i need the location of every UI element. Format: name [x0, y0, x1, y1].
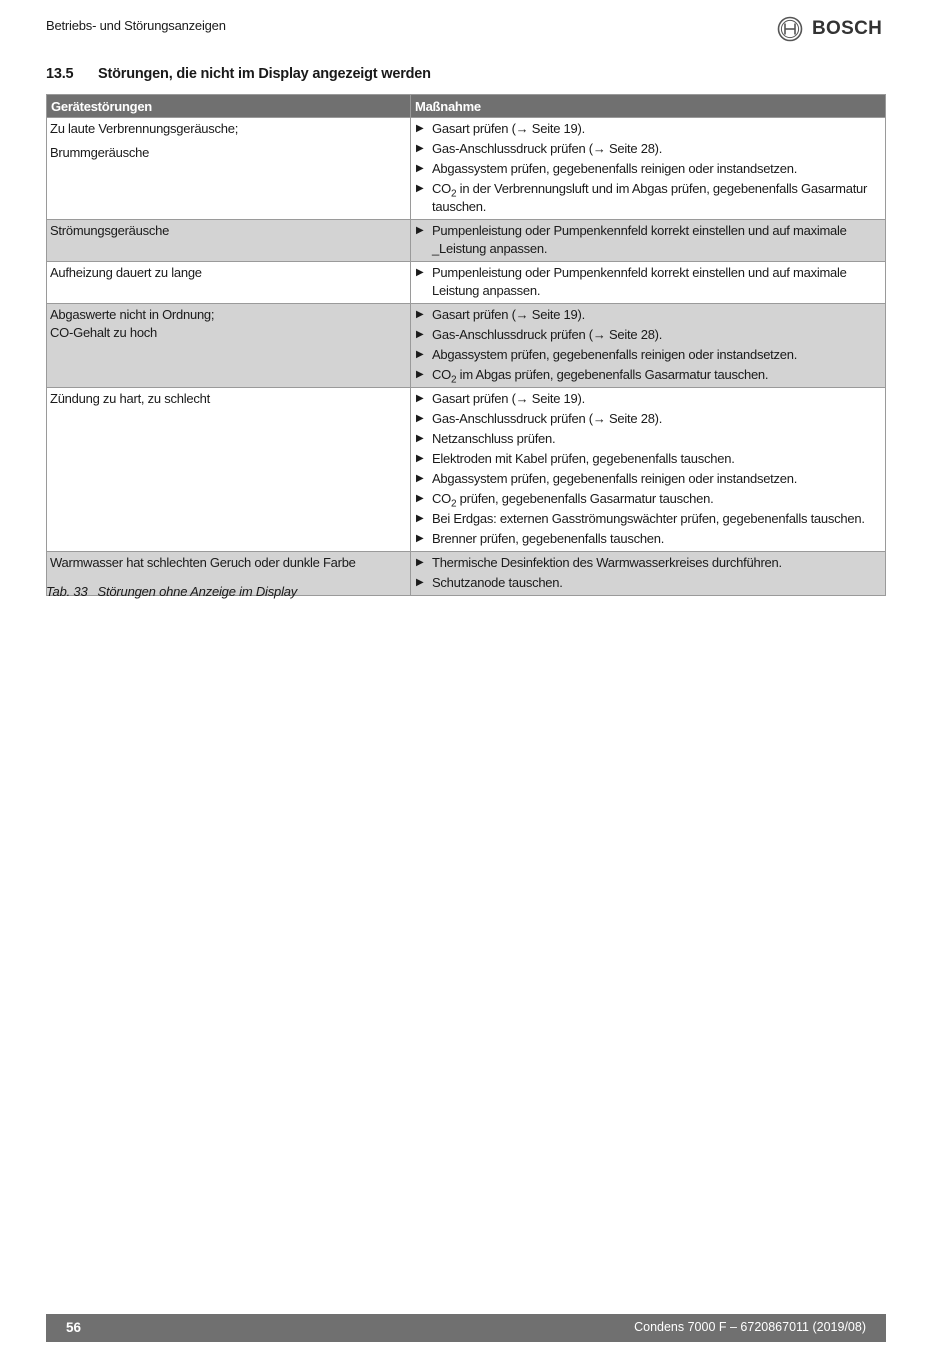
triangle-bullet-icon: ▶ — [416, 513, 424, 524]
fault-text: Aufheizung dauert zu lange — [50, 265, 202, 280]
measure-text: Abgassystem prüfen, gegebenenfalls reinigen oder instandsetzen. — [432, 161, 798, 176]
table-row — [47, 118, 886, 220]
triangle-bullet-icon: ▶ — [416, 577, 424, 588]
triangle-bullet-icon: ▶ — [416, 413, 424, 424]
fault-text: Zündung zu hart, zu schlecht — [50, 391, 210, 406]
triangle-bullet-icon: ▶ — [416, 369, 424, 380]
list-item — [414, 390, 882, 408]
page-number: 56 — [66, 1320, 82, 1335]
table-header-row — [47, 95, 886, 118]
fault-text: Abgaswerte nicht in Ordnung; — [50, 307, 215, 322]
triangle-bullet-icon: ▶ — [416, 123, 424, 134]
triangle-bullet-icon: ▶ — [416, 453, 424, 464]
measure-text: $CO_2$ im Abgas prüfen, gegebenenfalls Gasarmatur tauschen. — [432, 367, 769, 386]
measure-text: Bei Erdgas: externen Gasströmungswächter prüfen, gegebenenfalls tauschen. — [432, 511, 865, 526]
measure-cell — [411, 388, 886, 552]
list-item — [414, 264, 882, 300]
triangle-bullet-icon: ▶ — [416, 225, 424, 236]
section-title: Störungen, die nicht im Display angezeigt werden — [98, 66, 431, 82]
measure-text: Thermische Desinfektion des Warmwasserkreises durchführen. — [432, 555, 782, 570]
running-header: Betriebs- und Störungsanzeigen — [46, 18, 226, 33]
measure-cell — [411, 262, 886, 304]
list-item — [414, 120, 882, 138]
list-item — [414, 346, 882, 364]
fault-cell — [47, 262, 411, 304]
measure-text: Abgassystem prüfen, gegebenenfalls reinigen oder instandsetzen. — [432, 471, 798, 486]
measure-text: Gas-Anschlussdruck prüfen (→ Seite 28). — [432, 411, 663, 426]
list-item — [414, 490, 882, 508]
measure-text: Gas-Anschlussdruck prüfen (→ Seite 28). — [432, 141, 663, 156]
list-item — [414, 450, 882, 468]
table-caption — [46, 584, 297, 599]
fault-text: Brummgeräusche — [50, 145, 150, 160]
triangle-bullet-icon: ▶ — [416, 493, 424, 504]
measure-text: Abgassystem prüfen, gegebenenfalls reinigen oder instandsetzen. — [432, 347, 798, 362]
measure-cell — [411, 220, 886, 262]
measure-text: Gasart prüfen (→ Seite 19). — [432, 121, 585, 136]
measure-text: Gasart prüfen (→ Seite 19). — [432, 307, 585, 322]
triangle-bullet-icon: ▶ — [416, 309, 424, 320]
fault-cell — [47, 220, 411, 262]
measure-cell — [411, 552, 886, 596]
triangle-bullet-icon: ▶ — [416, 349, 424, 360]
fault-cell — [47, 388, 411, 552]
triangle-bullet-icon: ▶ — [416, 329, 424, 340]
document-reference: Condens 7000 F – 6720867011 (2019/08) — [634, 1320, 866, 1334]
measure-text: Pumpenleistung oder Pumpenkennfeld korrekt einstellen und auf maximale Leistung anpassen. — [432, 265, 847, 298]
caption-text: Störungen ohne Anzeige im Display — [97, 584, 298, 599]
triangle-bullet-icon: ▶ — [416, 163, 424, 174]
list-item — [414, 306, 882, 324]
measure-text: Pumpenleistung oder Pumpenkennfeld korrekt einstellen und auf maximale _Leistung anpassen. — [432, 223, 847, 256]
measure-text: $CO_2$ in der Verbrennungsluft und im Abgas prüfen, gegebenenfalls Gasarmatur tauschen. — [432, 181, 868, 214]
section-number: 13.5 — [46, 66, 74, 82]
fault-text: Zu laute Verbrennungsgeräusche; — [50, 121, 239, 136]
measure-cell — [411, 304, 886, 388]
list-item — [414, 554, 882, 572]
header-faults: Gerätestörungen — [47, 95, 411, 118]
list-item — [414, 574, 882, 592]
fault-cell — [47, 304, 411, 388]
table-row — [47, 388, 886, 552]
list-item — [414, 530, 882, 548]
table-row — [47, 304, 886, 388]
fault-text: Strömungsgeräusche — [50, 223, 170, 238]
list-item — [414, 366, 882, 384]
fault-cell — [47, 118, 411, 220]
triangle-bullet-icon: ▶ — [416, 473, 424, 484]
section-heading — [46, 66, 431, 82]
measure-text: Gas-Anschlussdruck prüfen (→ Seite 28). — [432, 327, 663, 342]
list-item — [414, 470, 882, 488]
list-item — [414, 326, 882, 344]
list-item — [414, 222, 882, 258]
measure-text: Netzanschluss prüfen. — [432, 431, 556, 446]
fault-text: Warmwasser hat schlechten Geruch oder dunkle Farbe — [50, 555, 356, 570]
triangle-bullet-icon: ▶ — [416, 557, 424, 568]
measure-text: $CO_2$ prüfen, gegebenenfalls Gasarmatur tauschen. — [432, 491, 714, 510]
fault-table — [46, 94, 886, 596]
bosch-armature-icon — [777, 16, 803, 42]
list-item — [414, 160, 882, 178]
list-item — [414, 140, 882, 158]
table-row — [47, 220, 886, 262]
logo-wordmark: BOSCH — [812, 18, 883, 39]
measure-text: Brenner prüfen, gegebenenfalls tauschen. — [432, 531, 665, 546]
list-item — [414, 510, 882, 528]
measure-text: Gasart prüfen (→ Seite 19). — [432, 391, 585, 406]
measure-text: Schutzanode tauschen. — [432, 575, 563, 590]
table-row — [47, 262, 886, 304]
triangle-bullet-icon: ▶ — [416, 267, 424, 278]
list-item — [414, 410, 882, 428]
bosch-logo — [777, 16, 882, 42]
measure-text: Elektroden mit Kabel prüfen, gegebenenfalls tauschen. — [432, 451, 735, 466]
triangle-bullet-icon: ▶ — [416, 433, 424, 444]
header-measures: Maßnahme — [411, 95, 886, 118]
page-footer — [46, 1314, 886, 1342]
list-item — [414, 180, 882, 216]
triangle-bullet-icon: ▶ — [416, 393, 424, 404]
fault-text: CO-Gehalt zu hoch — [50, 325, 158, 340]
triangle-bullet-icon: ▶ — [416, 533, 424, 544]
triangle-bullet-icon: ▶ — [416, 183, 424, 194]
list-item — [414, 430, 882, 448]
triangle-bullet-icon: ▶ — [416, 143, 424, 154]
table-number: Tab. 33 — [46, 584, 88, 599]
measure-cell — [411, 118, 886, 220]
